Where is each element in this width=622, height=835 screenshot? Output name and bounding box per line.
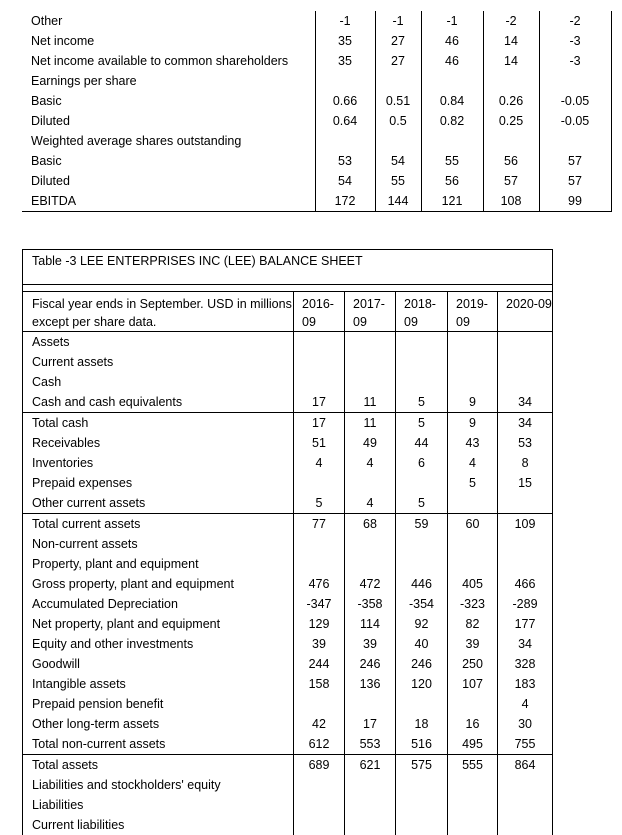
value-cell: -1 (375, 11, 421, 31)
value-cell (294, 795, 345, 815)
row-label: Other (31, 14, 63, 28)
value-cell: 57 (539, 171, 611, 191)
value-cell (498, 554, 553, 574)
table-row (23, 755, 553, 776)
year-header: 2019-09 (448, 292, 498, 332)
value-cell: 14 (483, 31, 539, 51)
row-label: Current liabilities (23, 815, 294, 835)
value-cell (294, 554, 345, 574)
value-cell (375, 71, 421, 91)
value-cell (539, 131, 611, 151)
row-label: Diluted (31, 174, 70, 188)
value-cell: 0.5 (375, 111, 421, 131)
value-cell: 0.66 (315, 91, 375, 111)
value-cell: 555 (448, 755, 498, 776)
value-cell: 158 (294, 674, 345, 694)
table-row (23, 654, 553, 674)
table-row (23, 634, 553, 654)
value-cell (294, 332, 345, 353)
value-cell: 57 (483, 171, 539, 191)
value-cell: 53 (498, 433, 553, 453)
value-cell (345, 534, 396, 554)
value-cell: 108 (483, 191, 539, 212)
value-cell (448, 795, 498, 815)
row-label: Total current assets (23, 514, 294, 535)
value-cell: -1 (315, 11, 375, 31)
year-header: 2020-09 (498, 292, 553, 332)
value-cell: 177 (498, 614, 553, 634)
row-label: Inventories (23, 453, 294, 473)
value-cell: 17 (294, 413, 345, 434)
row-label: Cash (23, 372, 294, 392)
value-cell: 144 (375, 191, 421, 212)
value-cell: 77 (294, 514, 345, 535)
value-cell: 27 (375, 31, 421, 51)
table-row (23, 413, 553, 434)
value-cell: 172 (315, 191, 375, 212)
value-cell: 59 (396, 514, 448, 535)
value-cell: 109 (498, 514, 553, 535)
value-cell (345, 815, 396, 835)
row-label: Goodwill (23, 654, 294, 674)
value-cell: 11 (345, 392, 396, 413)
value-cell: 9 (448, 392, 498, 413)
row-label: Gross property, plant and equipment (23, 574, 294, 594)
value-cell: 43 (448, 433, 498, 453)
value-cell: 246 (345, 654, 396, 674)
row-label: Net property, plant and equipment (23, 614, 294, 634)
value-cell: 4 (345, 493, 396, 514)
value-cell: 689 (294, 755, 345, 776)
table-row (22, 171, 611, 191)
balance-sheet-title-row (23, 250, 553, 285)
table-row (23, 594, 553, 614)
table-row (23, 775, 553, 795)
year-header: 2016-09 (294, 292, 345, 332)
value-cell: 0.84 (421, 91, 483, 111)
row-label: Equity and other investments (23, 634, 294, 654)
row-label: Accumulated Depreciation (23, 594, 294, 614)
value-cell: 92 (396, 614, 448, 634)
value-cell (448, 352, 498, 372)
row-label: Non-current assets (23, 534, 294, 554)
value-cell: 495 (448, 734, 498, 755)
value-cell (345, 694, 396, 714)
value-cell: -2 (483, 11, 539, 31)
table-row (23, 714, 553, 734)
value-cell (345, 775, 396, 795)
balance-sheet-title: Table -3 LEE ENTERPRISES INC (LEE) BALANCE SHEET (23, 250, 553, 285)
row-label: Total assets (23, 755, 294, 776)
value-cell: 114 (345, 614, 396, 634)
row-label: Diluted (31, 114, 70, 128)
row-label: Current assets (23, 352, 294, 372)
value-cell (294, 534, 345, 554)
value-cell: 120 (396, 674, 448, 694)
value-cell (421, 131, 483, 151)
value-cell (375, 131, 421, 151)
value-cell: 446 (396, 574, 448, 594)
value-cell (498, 372, 553, 392)
value-cell: 16 (448, 714, 498, 734)
value-cell: 53 (315, 151, 375, 171)
value-cell: -0.05 (539, 111, 611, 131)
value-cell: 864 (498, 755, 553, 776)
row-label: Property, plant and equipment (23, 554, 294, 574)
value-cell: -347 (294, 594, 345, 614)
value-cell (396, 352, 448, 372)
table-row (22, 131, 611, 151)
value-cell: 55 (421, 151, 483, 171)
row-label: Prepaid pension benefit (23, 694, 294, 714)
value-cell: 244 (294, 654, 345, 674)
value-cell (294, 694, 345, 714)
table-row (22, 151, 611, 171)
table-row (23, 574, 553, 594)
table-row (23, 674, 553, 694)
value-cell: -3 (539, 31, 611, 51)
value-cell: 18 (396, 714, 448, 734)
value-cell (345, 473, 396, 493)
value-cell: 56 (483, 151, 539, 171)
value-cell: 99 (539, 191, 611, 212)
value-cell: 0.26 (483, 91, 539, 111)
table-row (23, 795, 553, 815)
value-cell: 11 (345, 413, 396, 434)
value-cell: 51 (294, 433, 345, 453)
value-cell: 39 (294, 634, 345, 654)
value-cell: 56 (421, 171, 483, 191)
value-cell (396, 694, 448, 714)
header-label: Fiscal year ends in September. USD in millions except per share data. (23, 292, 294, 332)
table-row (23, 734, 553, 755)
value-cell: 34 (498, 634, 553, 654)
value-cell: 34 (498, 392, 553, 413)
value-cell: 121 (421, 191, 483, 212)
value-cell: 621 (345, 755, 396, 776)
value-cell (315, 131, 375, 151)
value-cell: 755 (498, 734, 553, 755)
table-row (23, 554, 553, 574)
value-cell (396, 815, 448, 835)
header-row (23, 292, 553, 332)
value-cell: 8 (498, 453, 553, 473)
year-header: 2017-09 (345, 292, 396, 332)
value-cell (294, 775, 345, 795)
value-cell: 57 (539, 151, 611, 171)
value-cell (498, 493, 553, 514)
value-cell (498, 815, 553, 835)
row-label: Other long-term assets (23, 714, 294, 734)
value-cell (448, 372, 498, 392)
table-row (23, 372, 553, 392)
row-label: Intangible assets (23, 674, 294, 694)
row-label: Total non-current assets (23, 734, 294, 755)
value-cell: 39 (448, 634, 498, 654)
table-row (23, 433, 553, 453)
value-cell: 15 (498, 473, 553, 493)
value-cell: 46 (421, 31, 483, 51)
value-cell: 49 (345, 433, 396, 453)
value-cell: 107 (448, 674, 498, 694)
value-cell (539, 71, 611, 91)
value-cell (421, 71, 483, 91)
row-label: Prepaid expenses (23, 473, 294, 493)
income-statement-tail-table (22, 11, 612, 212)
value-cell: 4 (294, 453, 345, 473)
value-cell: 129 (294, 614, 345, 634)
value-cell: -323 (448, 594, 498, 614)
value-cell (498, 795, 553, 815)
value-cell (448, 332, 498, 353)
table-row (23, 534, 553, 554)
value-cell: 30 (498, 714, 553, 734)
row-label: Assets (23, 332, 294, 353)
value-cell: 39 (345, 634, 396, 654)
balance-sheet-table (22, 249, 553, 835)
value-cell: 5 (396, 493, 448, 514)
value-cell (498, 534, 553, 554)
spacer-row (23, 285, 553, 292)
value-cell: 55 (375, 171, 421, 191)
value-cell (345, 372, 396, 392)
value-cell: -3 (539, 51, 611, 71)
value-cell: -2 (539, 11, 611, 31)
value-cell (294, 352, 345, 372)
value-cell: 5 (448, 473, 498, 493)
table-row (22, 91, 611, 111)
row-label: Receivables (23, 433, 294, 453)
row-label: Net income available to common shareholders (31, 54, 289, 68)
table-row (22, 11, 611, 31)
row-label: EBITDA (22, 191, 315, 212)
row-label: Basic (31, 94, 62, 108)
value-cell (448, 534, 498, 554)
value-cell (396, 332, 448, 353)
table-row (23, 473, 553, 493)
row-label: Earnings per share (31, 74, 137, 88)
row-label: Liabilities and stockholders' equity (23, 775, 294, 795)
row-label: Weighted average shares outstanding (31, 134, 242, 148)
value-cell (448, 815, 498, 835)
value-cell (396, 372, 448, 392)
value-cell: -354 (396, 594, 448, 614)
value-cell (294, 372, 345, 392)
value-cell: 17 (345, 714, 396, 734)
value-cell: 42 (294, 714, 345, 734)
value-cell (345, 332, 396, 353)
row-label: Liabilities (23, 795, 294, 815)
value-cell (448, 775, 498, 795)
table-row (23, 392, 553, 413)
value-cell: 34 (498, 413, 553, 434)
year-header: 2018-09 (396, 292, 448, 332)
value-cell: 46 (421, 51, 483, 71)
table-row (23, 815, 553, 835)
value-cell (483, 131, 539, 151)
value-cell: 54 (375, 151, 421, 171)
value-cell: 476 (294, 574, 345, 594)
value-cell: 328 (498, 654, 553, 674)
row-label: Basic (31, 154, 62, 168)
table-row (23, 332, 553, 353)
value-cell (345, 554, 396, 574)
value-cell: 35 (315, 51, 375, 71)
table-row (22, 51, 611, 71)
value-cell: 183 (498, 674, 553, 694)
value-cell: 612 (294, 734, 345, 755)
value-cell: 575 (396, 755, 448, 776)
value-cell: 35 (315, 31, 375, 51)
table-row (22, 71, 611, 91)
value-cell: 136 (345, 674, 396, 694)
value-cell (448, 493, 498, 514)
table-row (22, 191, 611, 212)
value-cell (396, 775, 448, 795)
value-cell: 0.25 (483, 111, 539, 131)
table-row (23, 493, 553, 514)
value-cell (294, 473, 345, 493)
value-cell: 5 (396, 413, 448, 434)
value-cell: 9 (448, 413, 498, 434)
value-cell (345, 795, 396, 815)
value-cell: -0.05 (539, 91, 611, 111)
value-cell (498, 775, 553, 795)
value-cell (448, 694, 498, 714)
value-cell: 5 (396, 392, 448, 413)
value-cell: 4 (448, 453, 498, 473)
value-cell: 466 (498, 574, 553, 594)
value-cell: 4 (345, 453, 396, 473)
value-cell: 0.51 (375, 91, 421, 111)
value-cell: 246 (396, 654, 448, 674)
value-cell (294, 815, 345, 835)
value-cell: 27 (375, 51, 421, 71)
table-row (22, 111, 611, 131)
value-cell: -289 (498, 594, 553, 614)
value-cell (396, 795, 448, 815)
value-cell: 472 (345, 574, 396, 594)
table-row (23, 514, 553, 535)
table-row (23, 694, 553, 714)
value-cell: 6 (396, 453, 448, 473)
value-cell: 17 (294, 392, 345, 413)
value-cell (498, 332, 553, 353)
value-cell: -1 (421, 11, 483, 31)
value-cell: 250 (448, 654, 498, 674)
value-cell: 40 (396, 634, 448, 654)
value-cell: 44 (396, 433, 448, 453)
value-cell: 5 (294, 493, 345, 514)
value-cell (448, 554, 498, 574)
table-row (23, 352, 553, 372)
value-cell: 60 (448, 514, 498, 535)
value-cell: -358 (345, 594, 396, 614)
value-cell (483, 71, 539, 91)
value-cell: 516 (396, 734, 448, 755)
table-row (23, 453, 553, 473)
row-label: Total cash (23, 413, 294, 434)
value-cell (498, 352, 553, 372)
value-cell: 405 (448, 574, 498, 594)
value-cell: 4 (498, 694, 553, 714)
value-cell (315, 71, 375, 91)
value-cell (345, 352, 396, 372)
value-cell: 68 (345, 514, 396, 535)
value-cell: 0.64 (315, 111, 375, 131)
value-cell: 54 (315, 171, 375, 191)
row-label: Other current assets (23, 493, 294, 514)
table-row (22, 31, 611, 51)
table-row (23, 614, 553, 634)
value-cell: 82 (448, 614, 498, 634)
value-cell (396, 473, 448, 493)
value-cell: 0.82 (421, 111, 483, 131)
row-label: Cash and cash equivalents (23, 392, 294, 413)
value-cell: 14 (483, 51, 539, 71)
value-cell (396, 554, 448, 574)
value-cell: 553 (345, 734, 396, 755)
row-label: Net income (31, 34, 95, 48)
value-cell (396, 534, 448, 554)
